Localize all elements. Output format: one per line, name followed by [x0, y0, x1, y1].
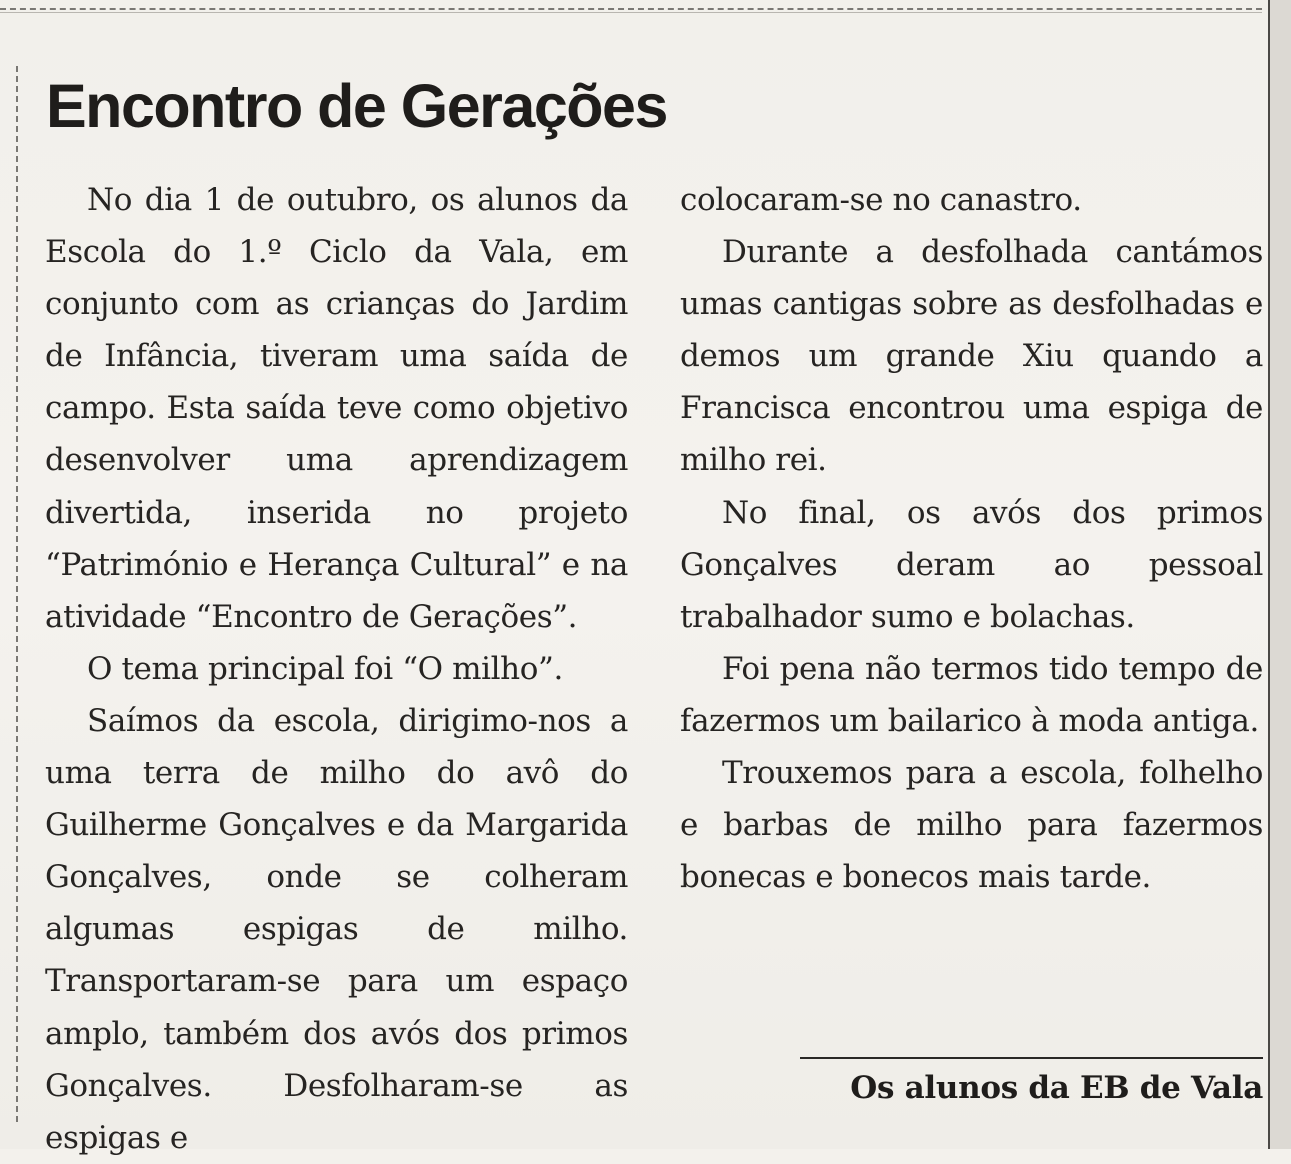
- top-thin-rule: [0, 12, 1262, 13]
- paragraph: No dia 1 de outubro, os alunos da Escola do 1.º Ciclo da Vala, em conjunto com as crianças do Jardim de Infância, tiveram uma saída de campo. Esta saída teve como objetivo desenvolver uma aprendizagem divertida, inserida no projeto “Património e Herança Cultural” e na atividade “Encontro de Gerações”.: [45, 182, 628, 635]
- paragraph: Trouxemos para a escola, folhelho e barbas de milho para fazermos bonecas e bonecos mais tarde.: [680, 755, 1263, 896]
- right-page-edge: [1270, 0, 1291, 1149]
- signature-rule: [800, 1057, 1263, 1059]
- paragraph: Foi pena não termos tido tempo de fazermos um bailarico à moda antiga.: [680, 650, 1263, 739]
- left-dashed-rule: [16, 66, 18, 1122]
- article-column-left: [45, 174, 628, 1164]
- paragraph: Durante a desfolhada cantámos umas cantigas sobre as desfolhadas e demos um grande Xiu quando a Francisca encontrou uma espiga de milho rei.: [680, 234, 1263, 479]
- article-signature: Os alunos da EB de Vala: [850, 1070, 1263, 1106]
- paragraph: No final, os avós dos primos Gonçalves deram ao pessoal trabalhador sumo e bolachas.: [680, 494, 1263, 635]
- article-headline: Encontro de Gerações: [46, 72, 667, 140]
- article-column-right: [680, 174, 1263, 903]
- paragraph: O tema principal foi “O milho”.: [87, 650, 563, 687]
- right-border-rule: [1268, 0, 1270, 1149]
- top-dashed-rule: [0, 8, 1262, 10]
- paragraph-continuation: colocaram-se no canastro.: [680, 182, 1082, 218]
- paragraph: Saímos da escola, dirigimo-nos a uma terra de milho do avô do Guilherme Gonçalves e da Margarida Gonçalves, onde se colheram algumas espigas de milho. Transportaram-se para um espaço amplo, também dos avós dos primos Gonçalves. Desfolharam-se as espigas e: [45, 702, 628, 1156]
